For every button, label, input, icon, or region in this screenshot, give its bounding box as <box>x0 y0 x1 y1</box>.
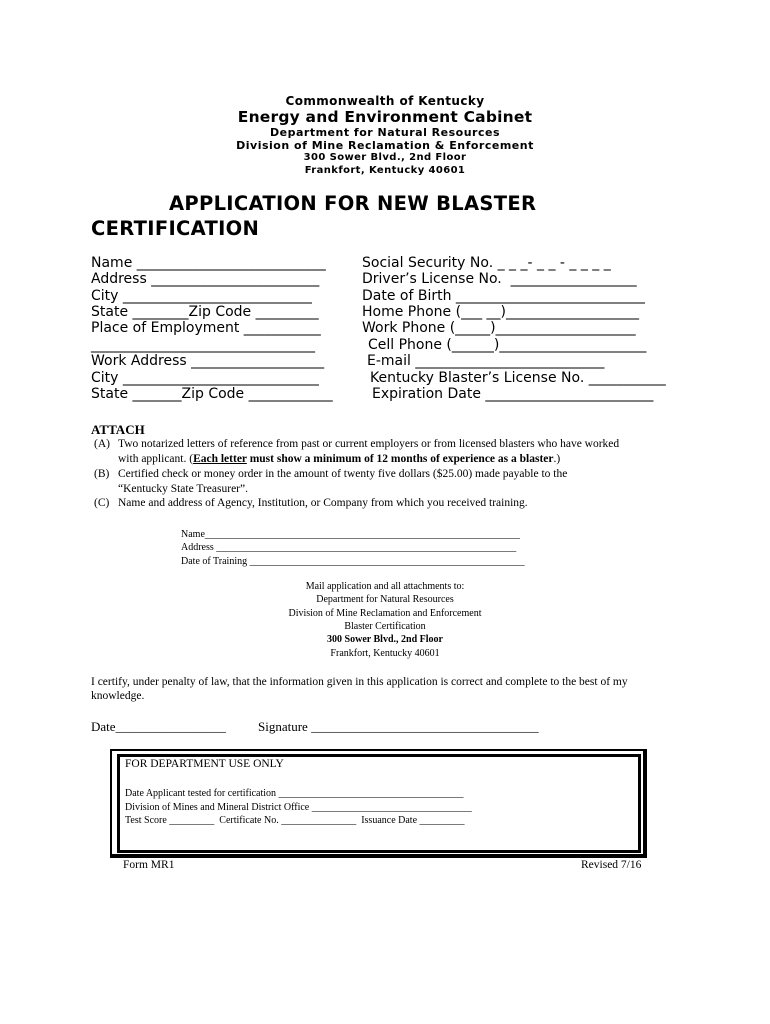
date-field[interactable]: Date_________________ <box>91 719 227 734</box>
header-commonwealth: Commonwealth of Kentucky <box>285 94 485 108</box>
attach-a-label: (A) <box>94 438 110 450</box>
header-department: Department for Natural Resources <box>270 126 500 139</box>
blaster-license-field[interactable]: Kentucky Blaster’s License No. ___________ <box>370 370 666 386</box>
mail-blaster-certification: Blaster Certification <box>344 621 426 632</box>
home-phone-field[interactable]: Home Phone (___ __)___________________ <box>362 304 639 320</box>
city-field[interactable]: City ___________________________ <box>91 288 312 304</box>
email-field[interactable]: E-mail ___________________________ <box>367 353 605 369</box>
form-number: Form MR1 <box>123 859 175 871</box>
work-phone-field[interactable]: Work Phone (_____)____________________ <box>362 320 636 336</box>
department-box-shadow-right <box>643 751 647 856</box>
work-state-zip-field[interactable]: State _______Zip Code ____________ <box>91 386 333 402</box>
training-name-field[interactable]: Name_______________________________________________________________ <box>181 529 520 540</box>
work-address-field[interactable]: Work Address ___________________ <box>91 353 325 369</box>
header-cabinet: Energy and Environment Cabinet <box>237 108 533 126</box>
attach-a-requirement: must show a minimum of 12 months of experience as a blaster <box>246 453 554 465</box>
page-title-line2: CERTIFICATION <box>91 217 260 240</box>
header-street: 300 Sower Blvd., 2nd Floor <box>303 152 467 163</box>
date-of-birth-field[interactable]: Date of Birth ___________________________ <box>362 288 645 304</box>
page-title-line1: APPLICATION FOR NEW BLASTER <box>169 192 537 215</box>
name-field[interactable]: Name ___________________________ <box>91 255 326 271</box>
attach-a-each-letter: Each letter <box>193 453 247 465</box>
ssn-field[interactable]: Social Security No. _ _ _- _ _ - _ _ _ _ <box>362 255 611 271</box>
work-city-field[interactable]: City ____________________________ <box>91 370 319 386</box>
address-field[interactable]: Address ________________________ <box>91 271 320 287</box>
certify-statement: I certify, under penalty of law, that the information given in this application is correct and complete to the best of my <box>91 676 628 688</box>
mail-department: Department for Natural Resources <box>316 594 454 605</box>
mail-division: Division of Mine Reclamation and Enforcement <box>288 608 482 619</box>
attach-a-text: Two notarized letters of reference from past or current employers or from licensed blasters who have worked <box>118 438 620 450</box>
attach-b-text-line2: “Kentucky State Treasurer”. <box>118 483 248 495</box>
expiration-date-field[interactable]: Expiration Date ________________________ <box>372 386 654 402</box>
revision-date: Revised 7/16 <box>581 859 642 871</box>
drivers-license-field[interactable]: Driver’s License No. __________________ <box>362 271 637 287</box>
date-tested-field[interactable]: Date Applicant tested for certification _____________________________________ <box>125 788 464 799</box>
certify-statement-line2: knowledge. <box>91 690 145 702</box>
district-office-field[interactable]: Division of Mines and Mineral District Office ________________________________ <box>125 802 472 813</box>
attach-b-text: Certified check or money order in the amount of twenty five dollars ($25.00) made payable to the <box>118 468 568 480</box>
place-of-employment-line2[interactable]: ________________________________ <box>91 337 315 353</box>
mail-street: 300 Sower Blvd., 2nd Floor <box>327 634 443 645</box>
signature-field[interactable]: Signature ___________________________________ <box>258 719 539 734</box>
attach-b-label: (B) <box>94 468 110 480</box>
score-certificate-issuance-field[interactable]: Test Score _________ Certificate No. _______________ Issuance Date _________ <box>125 815 465 826</box>
attach-a-post: .) <box>553 453 561 465</box>
attach-a-pre: with applicant. ( <box>118 453 194 465</box>
state-zip-field[interactable]: State ________Zip Code _________ <box>91 304 319 320</box>
mail-intro: Mail application and all attachments to: <box>305 581 465 592</box>
training-address-field[interactable]: Address ____________________________________________________________ <box>181 542 517 553</box>
cell-phone-field[interactable]: Cell Phone (______)_____________________ <box>368 337 647 353</box>
mail-city: Frankfort, Kentucky 40601 <box>330 648 440 659</box>
attach-c-label: (C) <box>94 497 110 509</box>
place-of-employment-field[interactable]: Place of Employment ___________ <box>91 320 321 336</box>
attach-c-text: Name and address of Agency, Institution, or Company from which you received training. <box>118 497 528 509</box>
header-division: Division of Mine Reclamation & Enforcement <box>236 139 534 152</box>
header-city: Frankfort, Kentucky 40601 <box>304 165 466 176</box>
attach-heading: ATTACH <box>91 422 145 437</box>
department-use-heading: FOR DEPARTMENT USE ONLY <box>125 758 284 770</box>
training-date-field[interactable]: Date of Training _______________________________________________________ <box>181 556 525 567</box>
attach-a-text-line2 <box>118 453 560 465</box>
department-box-shadow-bottom <box>112 854 645 858</box>
